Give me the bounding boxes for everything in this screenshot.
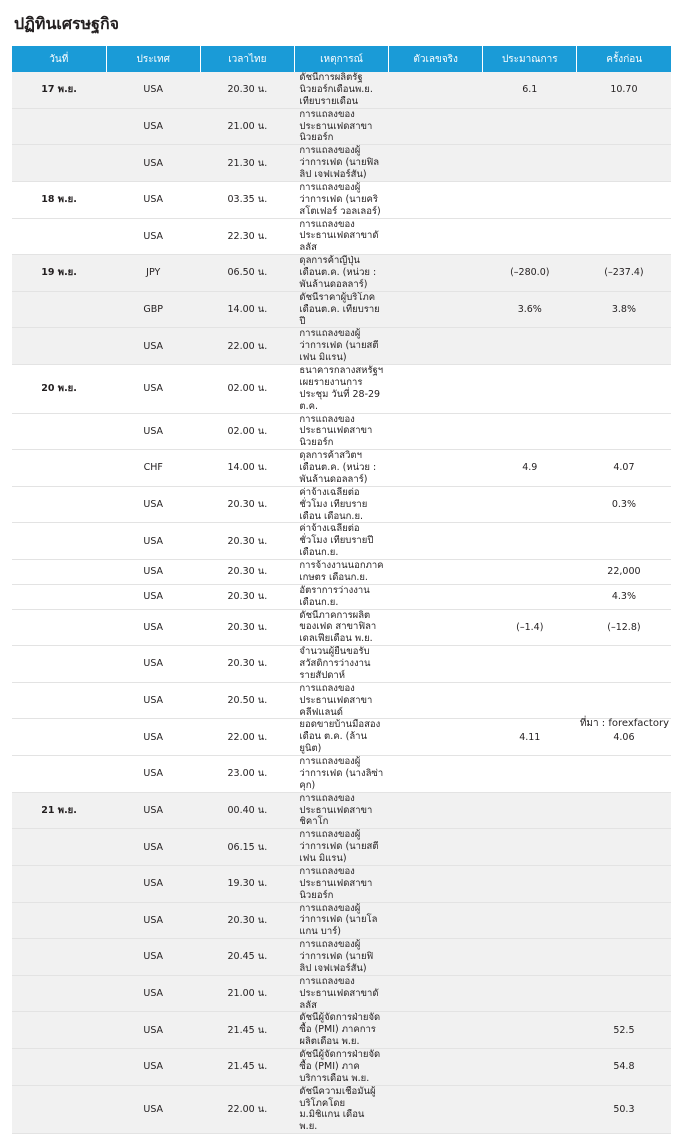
column-header-previous: ครั้งก่อน [577,46,671,72]
event-text: การแถลงของประธานเฟดสาขาชิคาโก [299,792,373,828]
row-time: 00.40 น. [200,792,294,829]
row-date [12,218,106,255]
row-date: 21 พ.ย. [12,792,106,829]
table-row [12,255,671,292]
table-row [12,413,671,450]
row-previous [577,181,671,218]
row-actual [389,1012,483,1049]
row-country: CHF [106,450,200,487]
row-date: 17 พ.ย. [12,72,106,108]
row-actual [389,719,483,756]
row-previous: 22,000 [577,560,671,585]
table-row [12,450,671,487]
row-date [12,902,106,939]
event-text: การแถลงของประธานเฟดสาขานิวยอร์ก [299,865,373,901]
event-text: การแถลงของผู้ว่าการเฟด (นายโลแกน บาร์) [299,902,378,938]
row-country: USA [106,328,200,365]
row-country: USA [106,145,200,182]
row-previous [577,218,671,255]
row-forecast [483,523,577,560]
row-event [294,291,388,328]
row-country: USA [106,523,200,560]
row-country: USA [106,646,200,683]
row-country: USA [106,218,200,255]
row-forecast [483,865,577,902]
event-text: การแถลงของผู้ว่าการเฟด (นายสตีเฟน มิแรน) [299,328,379,364]
row-forecast [483,939,577,976]
row-event [294,72,388,108]
row-date [12,719,106,756]
row-country: USA [106,486,200,523]
row-time: 20.30 น. [200,72,294,108]
row-time: 20.30 น. [200,486,294,523]
row-time: 20.30 น. [200,646,294,683]
row-forecast: 4.9 [483,450,577,487]
row-time: 21.45 น. [200,1012,294,1049]
row-actual [389,792,483,829]
row-event [294,365,388,414]
row-time: 06.50 น. [200,255,294,292]
row-forecast [483,560,577,585]
row-country: USA [106,72,200,108]
event-text: ดัชนีภาคการผลิตของเฟด สาขาฟิลาเดลเฟียเดือน พ.ย. [299,609,377,645]
row-date [12,145,106,182]
row-country: USA [106,682,200,719]
event-text: การแถลงของประธานเฟดสาขาคลีฟแลนด์ [299,682,373,718]
row-forecast [483,829,577,866]
row-country: USA [106,829,200,866]
row-forecast [483,181,577,218]
event-text: ดุลการค้าสวิตฯ เดือนต.ค. (หน่วย : พันล้านดอลลาร์) [299,450,377,485]
page-title: ปฏิทินเศรษฐกิจ [14,14,120,33]
row-actual [389,682,483,719]
row-event [294,1049,388,1086]
event-text: ยอดขายบ้านมือสอง เดือน ต.ค. (ล้านยูนิต) [299,719,381,755]
row-event [294,829,388,866]
row-country: USA [106,865,200,902]
row-country: GBP [106,291,200,328]
row-previous [577,413,671,450]
row-forecast [483,486,577,523]
row-actual [389,108,483,145]
column-header-event: เหตุการณ์ [294,46,388,72]
row-previous [577,902,671,939]
row-previous: 4.06 [577,719,671,756]
row-event [294,792,388,829]
event-text: ค่าจ้างเฉลี่ยต่อชั่วโมง เทียบรายเดือน เดือนก.ย. [299,486,368,522]
row-actual [389,365,483,414]
event-text: ดัชนีราคาผู้บริโภคเดือนต.ค. เทียบรายปี [299,291,380,327]
row-forecast: 3.6% [483,291,577,328]
row-date: 18 พ.ย. [12,181,106,218]
table-header-row [12,46,671,72]
row-country: USA [106,560,200,585]
row-date [12,328,106,365]
row-previous [577,646,671,683]
row-country: USA [106,1012,200,1049]
row-date [12,1085,106,1134]
event-text: ดัชนีความเชื่อมั่นผู้บริโภคโดย ม.มิชิแกน เดือน พ.ย. [299,1085,376,1133]
row-time: 20.45 น. [200,939,294,976]
column-header-forecast: ประมาณการ [483,46,577,72]
table-row [12,584,671,609]
row-event [294,218,388,255]
row-time: 20.30 น. [200,584,294,609]
row-previous: 4.07 [577,450,671,487]
row-time: 22.00 น. [200,719,294,756]
row-date [12,829,106,866]
row-actual [389,975,483,1012]
row-date [12,450,106,487]
row-previous: 10.70 [577,72,671,108]
table-row [12,902,671,939]
row-date [12,486,106,523]
row-time: 02.00 น. [200,413,294,450]
row-date [12,609,106,646]
table-row [12,218,671,255]
event-text: การแถลงของผู้ว่าการเฟด (นายฟิลลิป เจฟเฟอร์สัน) [299,145,380,180]
row-event [294,255,388,292]
row-actual [389,523,483,560]
row-actual [389,609,483,646]
row-country: USA [106,181,200,218]
row-previous [577,328,671,365]
table-body [12,72,671,1134]
row-country: USA [106,1085,200,1134]
row-actual [389,328,483,365]
row-forecast: 4.11 [483,719,577,756]
row-date [12,682,106,719]
row-event [294,682,388,719]
row-date [12,560,106,585]
row-country: USA [106,108,200,145]
row-previous [577,829,671,866]
row-forecast [483,975,577,1012]
row-forecast [483,756,577,793]
row-previous [577,365,671,414]
table-row [12,756,671,793]
row-event [294,1012,388,1049]
table-row [12,792,671,829]
row-date [12,523,106,560]
row-forecast: (–1.4) [483,609,577,646]
row-actual [389,291,483,328]
row-time: 20.30 น. [200,523,294,560]
table-row [12,523,671,560]
row-actual [389,72,483,108]
row-actual [389,646,483,683]
row-country: USA [106,792,200,829]
row-forecast [483,682,577,719]
event-text: ดุลการค้าญี่ปุ่น เดือนต.ค. (หน่วย : พันล้านดอลลาร์) [299,255,377,290]
row-previous: 52.5 [577,1012,671,1049]
event-text: การแถลงของผู้ว่าการเฟด (นายฟิลิป เจฟเฟอร์สัน) [299,939,374,974]
row-forecast [483,1012,577,1049]
table-row [12,181,671,218]
row-time: 03.35 น. [200,181,294,218]
table-row [12,682,671,719]
row-country: USA [106,902,200,939]
row-actual [389,829,483,866]
column-header-actual: ตัวเลขจริง [389,46,483,72]
row-previous [577,865,671,902]
row-time: 20.30 น. [200,560,294,585]
row-time: 21.45 น. [200,1049,294,1086]
event-text: การแถลงของผู้ว่าการเฟด (นายสตีเฟน มิแรน) [299,829,379,864]
row-date [12,1049,106,1086]
row-country: JPY [106,255,200,292]
row-time: 21.00 น. [200,108,294,145]
row-event [294,719,388,756]
event-text: การแถลงของผู้ว่าการเฟด (นางลิซ่า คุก) [299,756,384,791]
row-country: USA [106,975,200,1012]
column-header-country: ประเทศ [106,46,200,72]
row-previous: 54.8 [577,1049,671,1086]
table-row [12,72,671,108]
row-event [294,145,388,182]
row-event [294,902,388,939]
row-time: 19.30 น. [200,865,294,902]
table-row [12,1012,671,1049]
row-forecast [483,1049,577,1086]
event-text: การแถลงของประธานเฟดสาขาดัลลัส [299,218,379,254]
column-header-date: วันที่ [12,46,106,72]
row-actual [389,756,483,793]
row-forecast [483,413,577,450]
table-header [12,46,671,72]
event-text: จำนวนผู้ยื่นขอรับสวัสดิการว่างงานรายสัปดาห์ [299,646,371,681]
row-event [294,1085,388,1134]
row-forecast [483,108,577,145]
row-previous: 3.8% [577,291,671,328]
row-forecast [483,218,577,255]
row-time: 02.00 น. [200,365,294,414]
event-text: ดัชนีผู้จัดการฝ่ายจัดซื้อ (PMI) ภาคการผลิตเดือน พ.ย. [299,1012,381,1048]
row-actual [389,450,483,487]
row-time: 22.00 น. [200,328,294,365]
row-previous [577,756,671,793]
row-country: USA [106,609,200,646]
row-event [294,584,388,609]
row-event [294,413,388,450]
event-text: การแถลงของประธานเฟดสาขานิวยอร์ก [299,108,373,144]
row-time: 23.00 น. [200,756,294,793]
event-text: ค่าจ้างเฉลี่ยต่อชั่วโมง เทียบรายปี เดือนก.ย. [299,523,374,559]
economic-calendar-table [12,46,671,1134]
table-row [12,328,671,365]
table-row [12,1049,671,1086]
row-time: 20.30 น. [200,902,294,939]
row-date [12,1012,106,1049]
table-row [12,975,671,1012]
row-date [12,865,106,902]
row-event [294,486,388,523]
table-row [12,939,671,976]
row-forecast: 6.1 [483,72,577,108]
row-previous: 4.3% [577,584,671,609]
row-previous [577,145,671,182]
row-actual [389,413,483,450]
table-row [12,486,671,523]
row-country: USA [106,756,200,793]
row-country: USA [106,365,200,414]
row-previous [577,792,671,829]
row-actual [389,145,483,182]
row-time: 14.00 น. [200,291,294,328]
row-country: USA [106,719,200,756]
table-row [12,646,671,683]
row-actual [389,902,483,939]
row-event [294,450,388,487]
row-forecast: (–280.0) [483,255,577,292]
row-forecast [483,145,577,182]
row-date [12,756,106,793]
row-actual [389,255,483,292]
row-time: 20.50 น. [200,682,294,719]
event-text: ธนาคารกลางสหรัฐฯ เผยรายงานการประชุม วันที่ 28-29 ต.ค. [299,365,384,412]
row-event [294,560,388,585]
row-date [12,291,106,328]
row-previous: 0.3% [577,486,671,523]
row-country: USA [106,1049,200,1086]
row-event [294,108,388,145]
row-event [294,975,388,1012]
row-event [294,939,388,976]
row-event [294,756,388,793]
row-date [12,584,106,609]
row-date [12,646,106,683]
table-row [12,1085,671,1134]
table-row [12,291,671,328]
row-date [12,939,106,976]
row-forecast [483,584,577,609]
row-actual [389,486,483,523]
table-row [12,560,671,585]
table-row [12,865,671,902]
row-actual [389,560,483,585]
row-country: USA [106,939,200,976]
row-previous [577,939,671,976]
row-date: 19 พ.ย. [12,255,106,292]
row-event [294,181,388,218]
row-time: 20.30 น. [200,609,294,646]
table-row [12,365,671,414]
row-event [294,523,388,560]
row-actual [389,584,483,609]
row-event [294,646,388,683]
row-country: USA [106,584,200,609]
row-actual [389,865,483,902]
row-date [12,413,106,450]
table-row [12,108,671,145]
table-row [12,829,671,866]
source-note: ที่มา : forexfactory [579,718,669,729]
event-text: ดัชนีผู้จัดการฝ่ายจัดซื้อ (PMI) ภาคบริการเดือน พ.ย. [299,1049,381,1084]
row-forecast [483,646,577,683]
row-date: 20 พ.ย. [12,365,106,414]
row-time: 14.00 น. [200,450,294,487]
row-forecast [483,902,577,939]
row-date [12,975,106,1012]
row-actual [389,1049,483,1086]
row-time: 22.30 น. [200,218,294,255]
row-previous [577,108,671,145]
row-country: USA [106,413,200,450]
row-event [294,865,388,902]
row-time: 22.00 น. [200,1085,294,1134]
row-actual [389,181,483,218]
table-row [12,145,671,182]
table-row [12,609,671,646]
event-text: อัตราการว่างงาน เดือนก.ย. [299,584,370,608]
column-header-time: เวลาไทย [200,46,294,72]
row-previous [577,682,671,719]
row-time: 21.00 น. [200,975,294,1012]
row-forecast [483,328,577,365]
row-forecast [483,792,577,829]
row-event [294,328,388,365]
row-actual [389,1085,483,1134]
table-row [12,719,671,756]
event-text: การจ้างงานนอกภาคเกษตร เดือนก.ย. [299,560,384,583]
row-previous [577,975,671,1012]
row-previous: (–237.4) [577,255,671,292]
row-forecast [483,1085,577,1134]
row-time: 21.30 น. [200,145,294,182]
row-actual [389,939,483,976]
row-forecast [483,365,577,414]
row-actual [389,218,483,255]
row-previous [577,523,671,560]
event-text: การแถลงของประธานเฟดสาขาดัลลัส [299,975,379,1011]
event-text: การแถลงของผู้ว่าการเฟด (นายคริสโตเฟอร์ วอลเลอร์) [299,181,381,217]
event-text: ดัชนีการผลิตรัฐนิวยอร์กเดือนพ.ย. เทียบรายเดือน [299,72,373,107]
row-previous: (–12.8) [577,609,671,646]
row-event [294,609,388,646]
event-text: การแถลงของประธานเฟดสาขานิวยอร์ก [299,413,373,449]
row-time: 06.15 น. [200,829,294,866]
row-previous: 50.3 [577,1085,671,1134]
row-date [12,108,106,145]
